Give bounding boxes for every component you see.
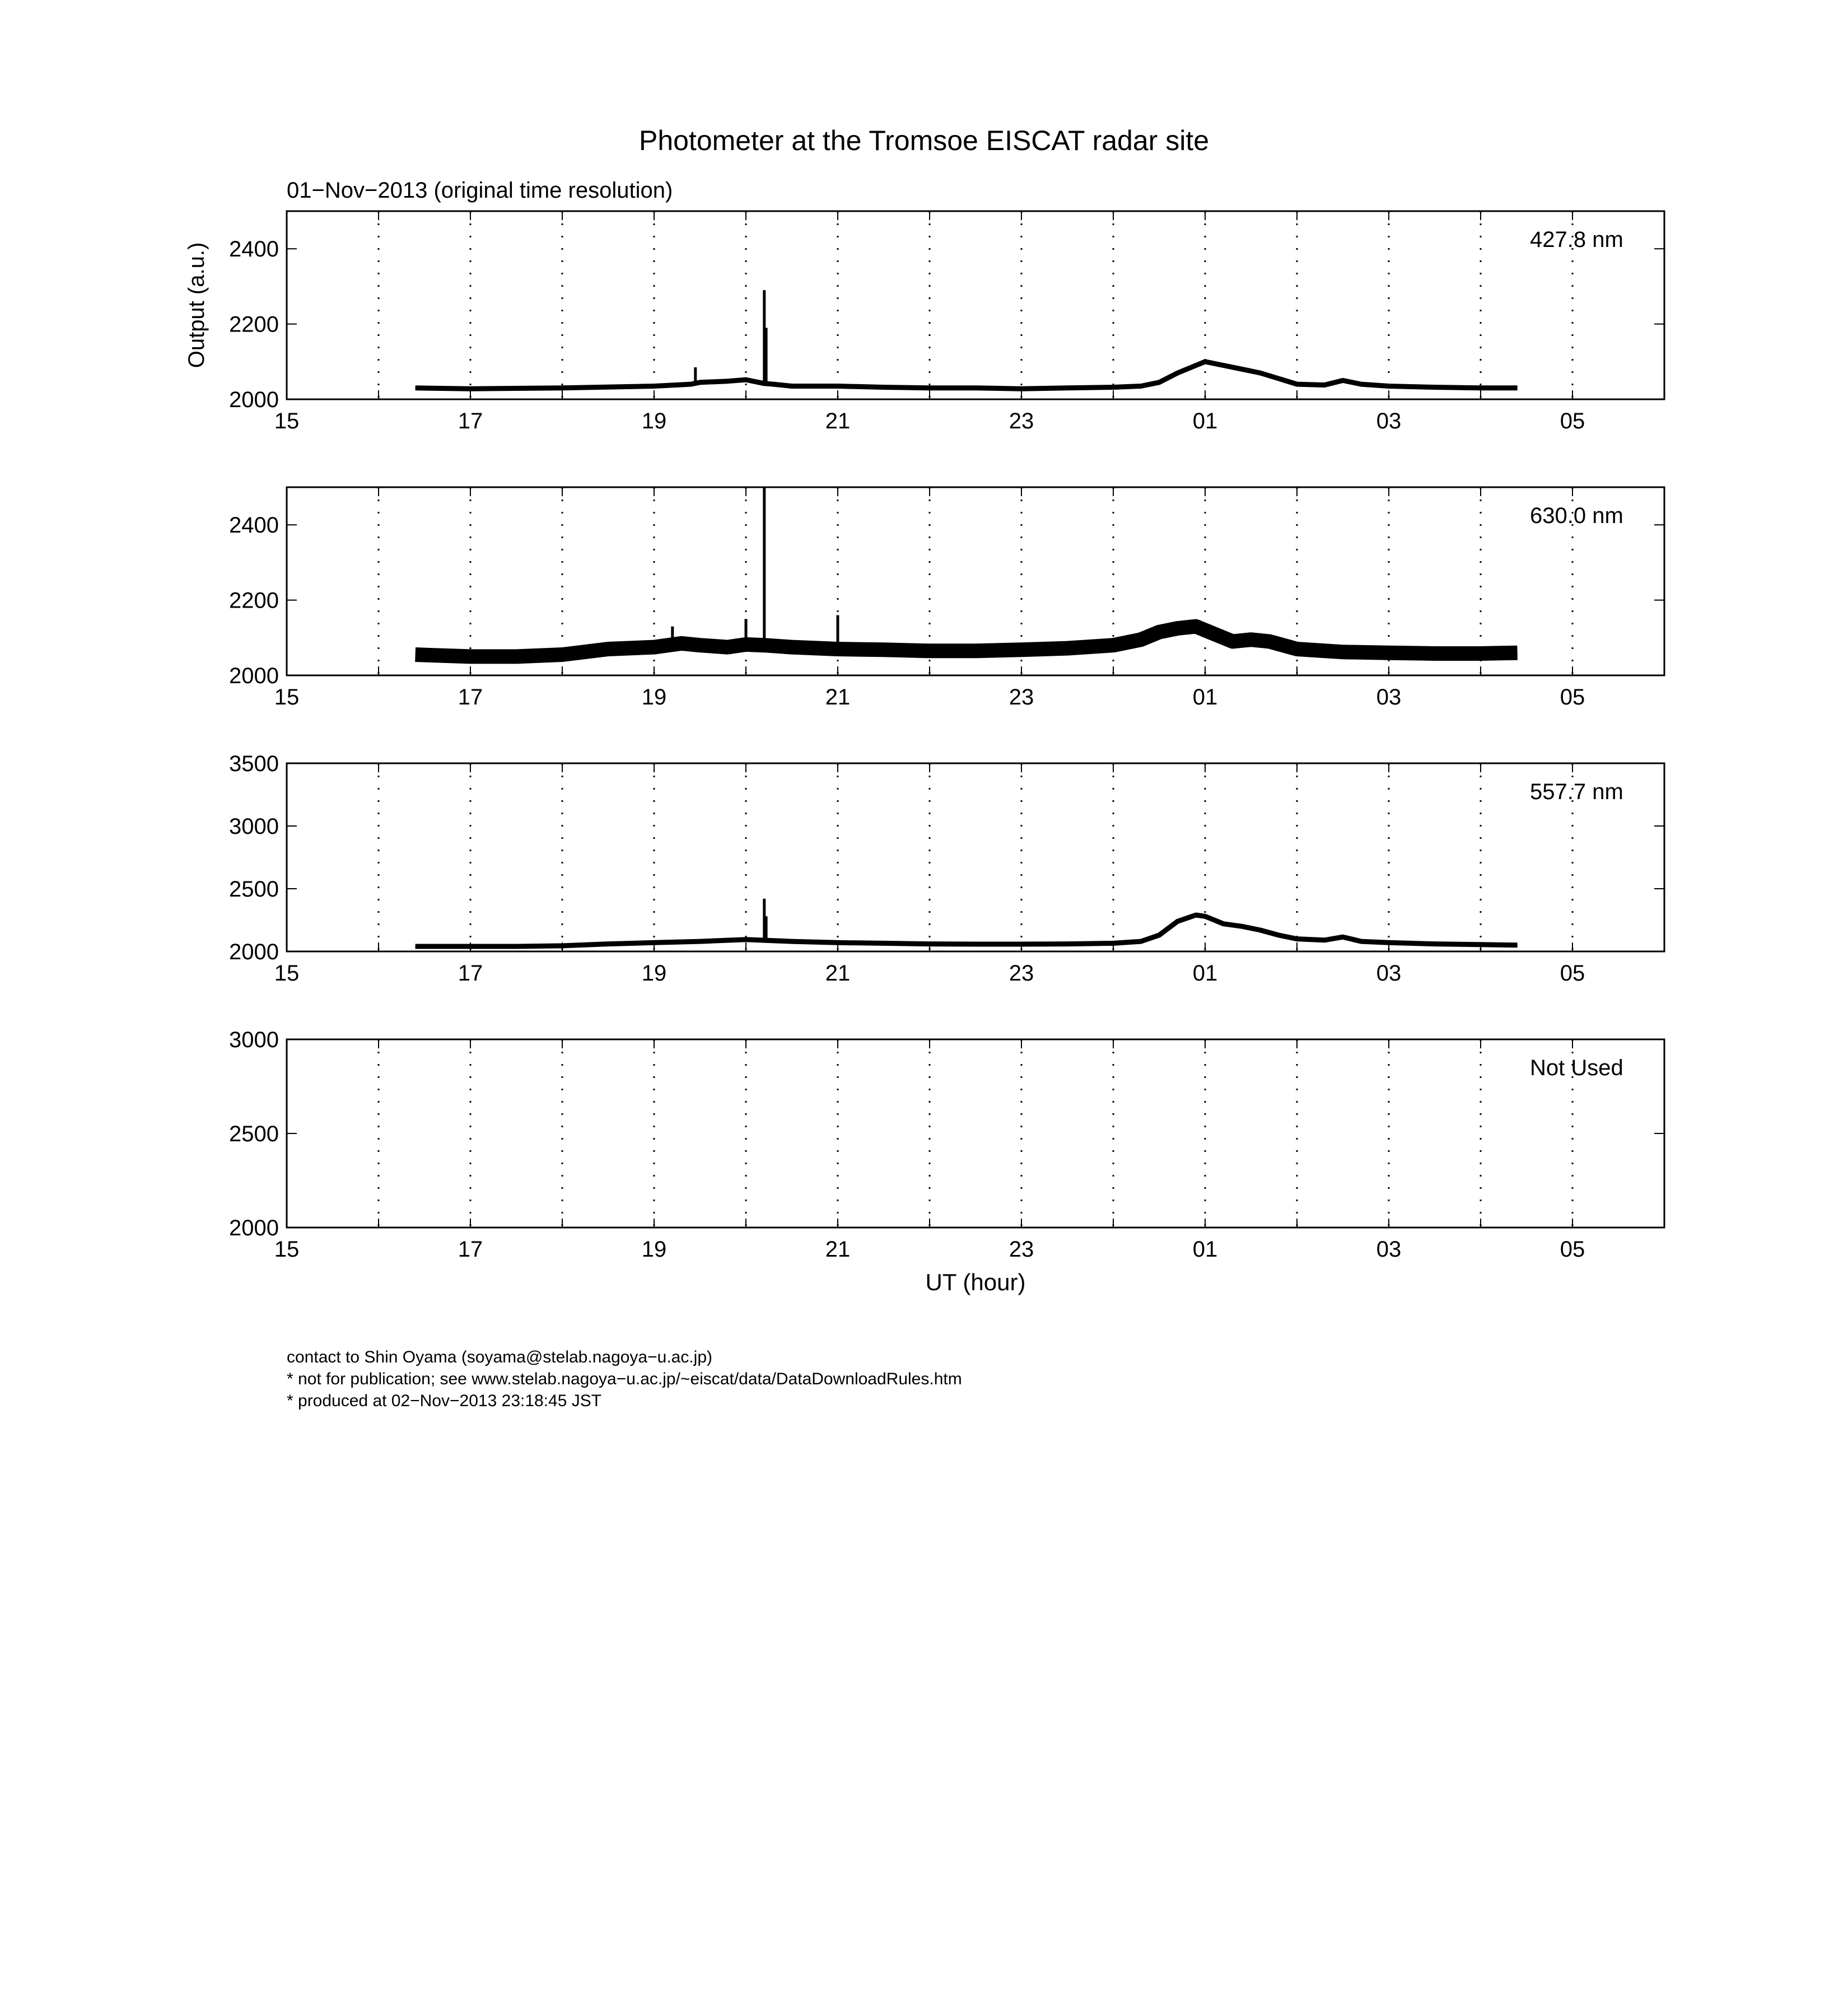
chart-title: Photometer at the Tromsoe EISCAT radar site	[638, 125, 1210, 156]
x-tick-label-4: 21	[825, 1237, 851, 1262]
x-tick-label-4: 03	[1376, 1237, 1402, 1262]
channel-label-3: 557.7 nm	[1530, 780, 1623, 804]
y-tick-label-2: 2000	[229, 664, 279, 688]
y-tick-label-3: 3500	[229, 752, 279, 776]
x-tick-label-3: 21	[825, 961, 851, 986]
x-tick-label-3: 23	[1009, 961, 1034, 986]
footer-contact: contact to Shin Oyama (soyama@stelab.nagoya−u.ac.jp)	[287, 1348, 713, 1366]
x-tick-label-1: 05	[1560, 409, 1585, 433]
x-tick-label-1: 21	[825, 409, 851, 433]
x-tick-label-4: 17	[458, 1237, 483, 1262]
y-tick-label-2: 2200	[229, 588, 279, 613]
plot-frame-3	[287, 763, 1664, 951]
x-tick-label-4: 23	[1009, 1237, 1034, 1262]
footer-notes	[287, 1346, 962, 1412]
x-tick-label-2: 05	[1560, 685, 1585, 710]
y-tick-label-1: 2400	[229, 237, 279, 262]
x-tick-label-3: 01	[1192, 961, 1218, 986]
x-tick-label-3: 03	[1376, 961, 1402, 986]
plot-frame-4	[287, 1039, 1664, 1228]
footer-produced-note: * produced at 02−Nov−2013 23:18:45 JST	[287, 1392, 602, 1410]
x-tick-label-2: 21	[825, 685, 851, 710]
x-tick-label-2: 03	[1376, 685, 1402, 710]
plot-frame-1	[287, 211, 1664, 399]
channel-label-4: Not Used	[1530, 1056, 1623, 1080]
y-tick-label-4: 2000	[229, 1216, 279, 1240]
x-tick-label-1: 23	[1009, 409, 1034, 433]
x-tick-label-1: 01	[1192, 409, 1218, 433]
x-tick-label-2: 01	[1192, 685, 1218, 710]
x-tick-label-4: 01	[1192, 1237, 1218, 1262]
x-tick-label-2: 23	[1009, 685, 1034, 710]
footer-publication-note: * not for publication; see www.stelab.nagoya−u.ac.jp/~eiscat/data/DataDownloadRules.htm	[287, 1370, 962, 1388]
x-tick-label-3: 17	[458, 961, 483, 986]
x-tick-label-2: 15	[274, 685, 300, 710]
y-tick-label-3: 2000	[229, 940, 279, 964]
y-tick-label-4: 2500	[229, 1122, 279, 1146]
x-tick-label-2: 17	[458, 685, 483, 710]
y-axis-label: Output (a.u.)	[184, 242, 209, 368]
x-tick-label-1: 17	[458, 409, 483, 433]
x-tick-label-4: 15	[274, 1237, 300, 1262]
channel-label-2: 630.0 nm	[1530, 503, 1623, 528]
chart-subtitle: 01−Nov−2013 (original time resolution)	[287, 178, 673, 203]
x-tick-label-4: 05	[1560, 1237, 1585, 1262]
x-tick-label-3: 05	[1560, 961, 1585, 986]
y-tick-label-1: 2000	[229, 388, 279, 412]
x-tick-label-1: 19	[641, 409, 667, 433]
x-tick-label-3: 19	[641, 961, 667, 986]
y-tick-label-2: 2400	[229, 513, 279, 538]
y-tick-label-4: 3000	[229, 1028, 279, 1052]
y-tick-label-1: 2200	[229, 312, 279, 337]
x-tick-label-3: 15	[274, 961, 300, 986]
x-tick-label-4: 19	[641, 1237, 667, 1262]
x-tick-label-1: 15	[274, 409, 300, 433]
y-tick-label-3: 3000	[229, 814, 279, 839]
channel-label-1: 427.8 nm	[1530, 227, 1623, 252]
x-tick-label-1: 03	[1376, 409, 1402, 433]
data-trace-band-3	[416, 915, 1518, 946]
x-axis-label: UT (hour)	[925, 1269, 1026, 1295]
x-tick-label-2: 19	[641, 685, 667, 710]
data-trace-band-1	[416, 362, 1518, 389]
y-tick-label-3: 2500	[229, 877, 279, 902]
